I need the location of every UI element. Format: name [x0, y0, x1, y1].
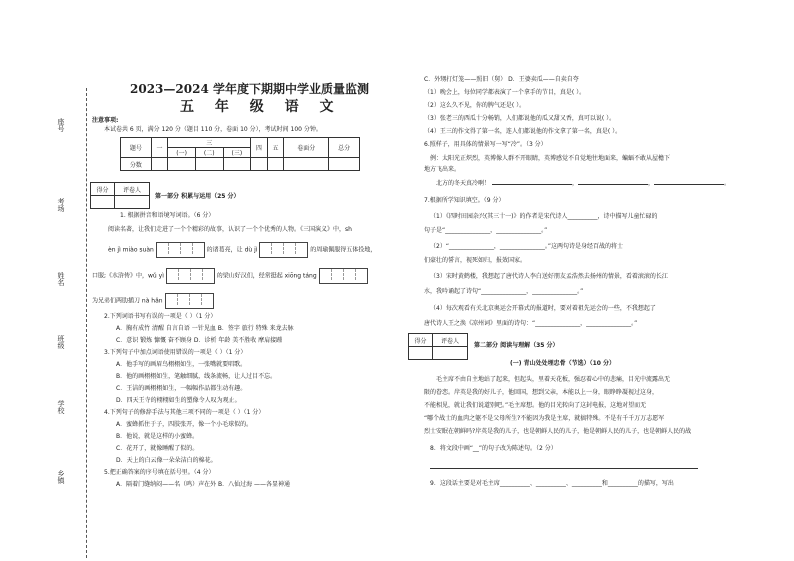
part2-heading: 第二部分 阅读与理解（35 分） — [474, 342, 559, 349]
q1-line3: 为兄弟们两肋插刀 nà hǎn — [92, 293, 214, 309]
q8: 8．将文段中画“__”的句子改为陈述句。（2 分） — [430, 445, 557, 452]
q7: 7.根据所学知识填空。（9 分） — [424, 197, 505, 204]
exam-title: 2023—2024 学年度下期期中学业质量监测 — [130, 82, 369, 96]
q6-answer[interactable]: 北方的冬天真冷啊！ ， ， 。 — [436, 180, 730, 187]
school-label: 学校 — [57, 400, 65, 414]
seat-no-label: 座号 — [57, 118, 65, 132]
answer-grid[interactable] — [156, 242, 205, 258]
q3: 3.下列句子中加点词语使用错误的一项是（ ）（1 分） — [104, 349, 247, 356]
q1-line2: 口服;《水浒传》中，wǔ yì 的梁山好汉们，经常挺起 xiōng táng — [92, 268, 368, 284]
notice-text: 本试卷共 6 页，满分 120 分（题目 110 分，卷面 10 分），考试时间 100 分钟。 — [104, 126, 322, 133]
q9: 9．这段话主要是对毛主席__________、__________、__________和__________的描写，写出 — [430, 480, 674, 487]
grader-box-2: 得分 评卷人 — [408, 333, 468, 360]
reading1-title: (一) 青山处处埋忠骨（节选）（10 分） — [510, 360, 616, 367]
binding-line — [86, 88, 87, 558]
answer-grid[interactable] — [165, 293, 214, 309]
q4: 4.下列句子的修辞手法与其他三项不同的一项是（ ）（1 分） — [104, 409, 265, 416]
q2: 2.下列词语书写有误的一项是（ ）（1 分） — [104, 313, 217, 320]
q8-answer-line[interactable] — [430, 468, 698, 469]
exam-room-label: 考场 — [57, 198, 65, 212]
notice-heading: 注意事项: — [92, 117, 119, 124]
town-label: 乡镇 — [57, 470, 65, 484]
q5: 5.把正确答案的序号填在括号里。（4 分） — [104, 469, 215, 476]
exam-subtitle: 五 年 级 语 文 — [180, 99, 342, 115]
grader-box: 得分 评卷人 — [90, 182, 150, 209]
answer-grid[interactable] — [166, 268, 215, 284]
answer-grid[interactable] — [319, 268, 368, 284]
part1-heading: 第一部分 积累与运用（25 分） — [155, 193, 240, 200]
q1: 1. 根据拼音和语境写词语。（6 分） — [120, 212, 215, 219]
name-label: 姓名 — [57, 272, 65, 286]
score-table: 题号 一 三 四 五 卷面分 总分 (一) (二) (三) 分数 — [120, 137, 360, 171]
q6: 6.照样子，用具体的情景写一写“冷”。（3 分） — [424, 141, 547, 148]
class-label: 班级 — [57, 335, 65, 349]
answer-grid[interactable] — [259, 242, 308, 258]
q1-line1: èn jì miào suàn 的诸葛亮，让 dù jì 的周瑜佩服得五体投地， — [108, 242, 376, 258]
score-table-header: 题号 — [121, 138, 152, 158]
